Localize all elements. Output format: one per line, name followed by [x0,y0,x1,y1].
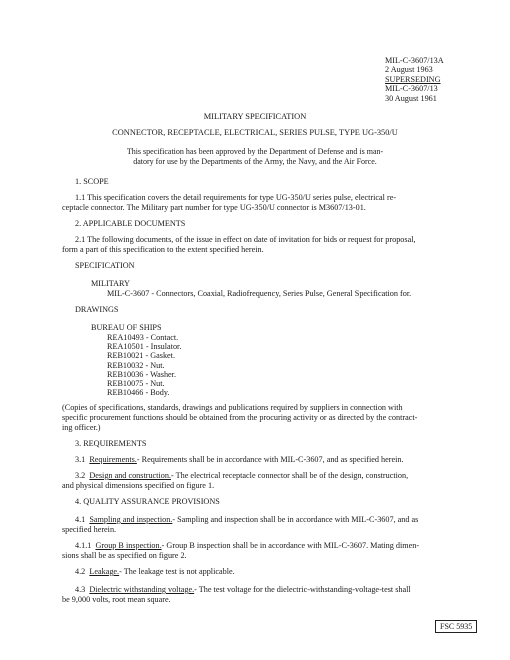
section-text: - The leakage test is not applicable. [119,567,235,576]
section-2-1-line-2: form a part of this specification to the extent specified herein. [62,245,264,254]
section-3-2-line-1 [75,471,408,481]
superseded-date: 30 August 1961 [385,93,437,103]
section-4-1-line-2: specified herein. [62,525,117,534]
section-3-heading: 3. REQUIREMENTS [75,439,147,448]
section-2-1-line-1: 2.1 The following documents, of the issue in effect on date of invitation for bids or request for proposal, [75,235,416,244]
section-title: Leakage. [89,567,120,576]
doc-number: MIL-C-3607/13A [385,56,444,65]
section-text: - Group B inspection shall be in accordance with MIL-C-3607. Mating dimen- [161,541,420,550]
fsc-box: FSC 5935 [435,620,477,633]
superseded-number: MIL-C-3607/13 [385,84,438,94]
section-2-heading: 2. APPLICABLE DOCUMENTS [75,219,186,228]
section-4-2 [75,567,235,577]
specification-label: SPECIFICATION [75,261,135,270]
section-number: 4.2 [75,567,86,576]
drawing-list [107,333,181,397]
section-4-1-line-1 [75,515,418,525]
doc-title: MILITARY SPECIFICATION [203,112,307,121]
section-1-1-line-1: 1.1 This specification covers the detail requirements for type UG-350/U series pulse, electrical re- [75,193,397,202]
section-1-1-line-2: ceptacle connector. The Military part number for type UG-350/U connector is M3607/13-01. [62,203,366,212]
section-4-1-1-line-1 [75,541,419,551]
section-text: - Sampling and inspection shall be in accordance with MIL-C-3607, and as [172,515,419,524]
list-item: REB10036 - Washer. [107,369,177,379]
approval-line-2: datory for use by the Departments of the Army, the Navy, and the Air Force. [133,157,377,166]
section-text: - The electrical receptacle connector shall be of the design, construction, [170,471,409,480]
section-number: 3.1 [75,455,86,464]
document-header [385,56,444,103]
section-number: 3.2 [75,471,86,480]
bureau-of-ships-label: BUREAU OF SHIPS [91,323,162,332]
list-item: REB10075 - Nut. [107,379,165,389]
superseding-label: SUPERSEDING [385,74,441,84]
section-3-2-line-2: and physical dimensions specified on figure 1. [62,481,215,490]
doc-subtitle: CONNECTOR, RECEPTACLE, ELECTRICAL, SERIES PULSE, TYPE UG-350/U [112,128,398,137]
list-item: REA10493 - Contact. [107,333,179,342]
military-spec-item: MIL-C-3607 - Connectors, Coaxial, Radiofrequency, Series Pulse, General Specification for. [107,289,412,298]
list-item: REB10021 - Gasket. [107,351,175,361]
section-number: 4.1.1 [75,541,92,550]
section-4-heading: 4. QUALITY ASSURANCE PROVISIONS [75,497,220,506]
section-text: - The test voltage for the dielectric-withstanding-voltage-test shall [194,585,411,594]
section-title: Dielectric withstanding voltage. [89,585,195,594]
section-3-1 [75,455,404,465]
doc-date: 2 August 1963 [385,65,433,75]
section-title: Design and construction. [89,471,171,480]
copies-note-line-1: (Copies of specifications, standards, drawings and publications required by suppliers in connection with [62,403,403,412]
military-label: MILITARY [91,279,130,288]
copies-note-line-3: ing officer.) [62,423,101,432]
list-item: REB10466 - Body. [107,388,170,398]
section-4-3-line-1 [75,585,411,595]
section-number: 4.1 [75,515,86,524]
section-4-1-1-line-2: sions shall be as specified on figure 2. [62,551,187,560]
section-1-heading: 1. SCOPE [75,177,109,186]
section-text: - Requirements shall be in accordance with MIL-C-3607, and as specified herein. [136,455,404,464]
section-title: Requirements. [89,455,137,464]
drawings-label: DRAWINGS [75,305,119,314]
section-number: 4.3 [75,585,86,594]
copies-note-line-2: specific procurement functions should be obtained from the procuring activity or as directed by the contract- [62,413,418,422]
section-title: Sampling and inspection. [89,515,173,524]
list-item: REB10032 - Nut. [107,360,165,370]
approval-line-1: This specification has been approved by the Department of Defense and is man- [126,147,384,156]
section-title: Group B inspection. [95,541,162,550]
list-item: REA10501 - Insulator. [107,342,182,352]
section-4-3-line-2: be 9,000 volts, root mean square. [62,595,171,604]
